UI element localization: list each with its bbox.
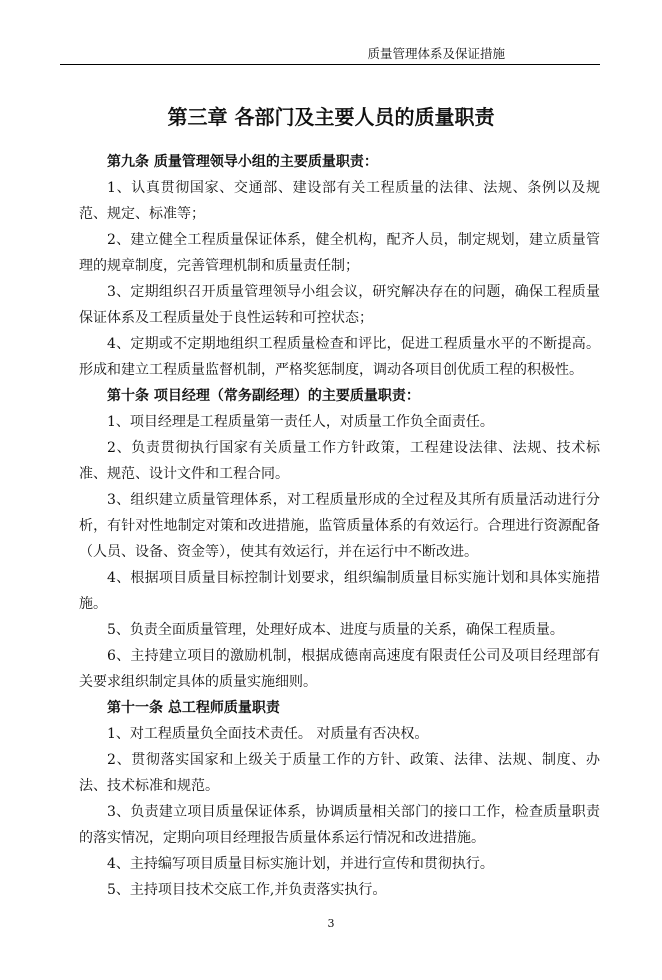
list-item: 3、定期组织召开质量管理领导小组会议，研究解决存在的问题，确保工程质量保证体系及工程质量处于良性运转和可控状态； (79, 284, 600, 326)
chapter-title: 第三章 各部门及主要人员的质量职责 (167, 105, 495, 129)
list-item: 4、根据项目质量目标控制计划要求，组织编制质量目标实施计划和具体实施措施。 (79, 570, 600, 612)
list-item: 2、负责贯彻执行国家有关质量工作方针政策，工程建设法律、法规、技术标准、规范、设计文件和工程合同。 (79, 440, 600, 482)
list-item: 4、定期或不定期地组织工程质量检查和评比，促进工程质量水平的不断提高。形成和建立工程质量监督机制，严格奖惩制度，调动各项目创优质工程的积极性。 (79, 336, 600, 378)
section-heading: 第九条 质量管理领导小组的主要质量职责： (107, 154, 378, 170)
list-item: 3、负责建立项目质量保证体系，协调质量相关部门的接口工作，检查质量职责的落实情况，定期向项目经理报告质量体系运行情况和改进措施。 (79, 804, 600, 846)
page-header (60, 44, 600, 65)
list-item: 5、主持项目技术交底工作,并负责落实执行。 (107, 882, 387, 898)
list-item: 3、组织建立质量管理体系，对工程质量形成的全过程及其所有质量活动进行分析，有针对性地制定对策和改进措施，监管质量体系的有效运行。合理进行资源配备（人员、设备、资金等），使其有效运行，并在运行中不断改进。 (79, 492, 600, 560)
list-item: 4、主持编写项目质量目标实施计划，并进行宣传和贯彻执行。 (107, 856, 494, 872)
list-item: 6、主持建立项目的激励机制，根据成德南高速度有限责任公司及项目经理部有关要求组织制定具体的质量实施细则。 (79, 648, 600, 690)
running-title: 质量管理体系及保证措施 (367, 46, 505, 61)
list-item: 2、建立健全工程质量保证体系，健全机构，配齐人员，制定规划，建立质量管理的规章制度，完善管理机制和质量责任制； (79, 232, 600, 274)
list-item: 5、负责全面质量管理，处理好成本、进度与质量的关系，确保工程质量。 (107, 622, 564, 638)
list-item: 1、认真贯彻国家、交通部、建设部有关工程质量的法律、法规、条例以及规范、规定、标准等； (79, 180, 600, 222)
page-number: 3 (327, 917, 335, 930)
list-item: 1、项目经理是工程质量第一责任人，对质量工作负全面责任。 (107, 414, 494, 430)
list-item: 2、贯彻落实国家和上级关于质量工作的方针、政策、法律、法规、制度、办法、技术标准和规范。 (79, 752, 600, 794)
section-heading: 第十一条 总工程师质量职责 (107, 700, 280, 716)
document-body (79, 149, 600, 903)
list-item: 1、对工程质量负全面技术责任。 对质量有否决权。 (107, 726, 429, 742)
section-heading: 第十条 项目经理（常务副经理）的主要质量职责： (107, 388, 420, 404)
